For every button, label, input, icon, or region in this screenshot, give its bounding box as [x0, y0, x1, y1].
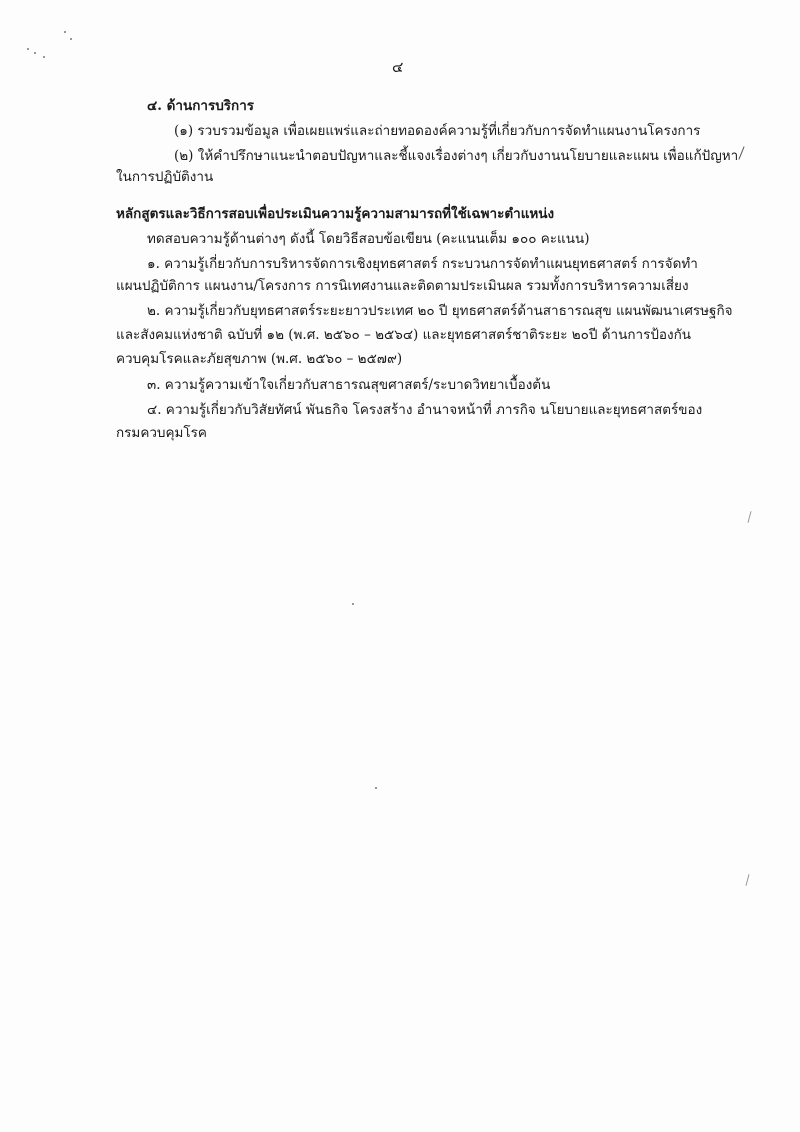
scan-speck: [27, 48, 29, 50]
exam-line-1-continuation: แผนปฏิบัติการ แผนงาน/โครงการ การนิเทศงานและติดตามประเมินผล รวมทั้งการบริหารความเสี่ยง: [116, 278, 689, 294]
section-heading-exam: หลักสูตรและวิธีการสอบเพื่อประเมินความรู้ความสามารถที่ใช้เฉพาะตำแหน่ง: [116, 206, 555, 222]
exam-line-1: ๑. ความรู้เกี่ยวกับการบริหารจัดการเชิงยุทธศาสตร์ กระบวนการจัดทำแผนยุทธศาสตร์ การจัดทำ: [147, 256, 698, 272]
page-number: ๔: [392, 58, 404, 76]
service-item-2-continuation: ในการปฏิบัติงาน: [116, 169, 214, 185]
pen-mark: [738, 146, 744, 159]
scan-speck: [64, 31, 66, 33]
scan-speck: [375, 787, 377, 789]
scan-speck: [34, 52, 36, 54]
pen-mark: [745, 874, 749, 886]
pen-mark: [747, 511, 751, 523]
section-heading-service: ๔. ด้านการบริการ: [147, 98, 255, 114]
service-item-2: (๒) ให้คำปรึกษาแนะนำตอบปัญหาและชี้แจงเรื่องต่างๆ เกี่ยวกับงานนโยบายและแผน เพื่อแก้ปัญหา: [174, 148, 739, 164]
service-item-1: (๑) รวบรวมข้อมูล เพื่อเผยแพร่และถ่ายทอดองค์ความรู้ที่เกี่ยวกับการจัดทำแผนงานโครงการ: [174, 123, 701, 139]
scan-speck: [70, 38, 72, 40]
exam-line-2: ๒. ความรู้เกี่ยวกับยุทธศาสตร์ระยะยาวประเทศ ๒๐ ปี ยุทธศาสตร์ด้านสาธารณสุข แผนพัฒนาเศรษฐกิจ: [147, 303, 733, 319]
exam-intro: ทดสอบความรู้ด้านต่างๆ ดังนี้ โดยวิธีสอบข้อเขียน (คะแนนเต็ม ๑๐๐ คะแนน): [147, 231, 590, 247]
exam-line-2-continuation: และสังคมแห่งชาติ ฉบับที่ ๑๒ (พ.ศ. ๒๕๖๐ – ๒๕๖๔) และยุทธศาสตร์ชาติระยะ ๒๐ปี ด้านการป้องกัน: [116, 327, 691, 343]
exam-line-2-continuation: ควบคุมโรคและภัยสุขภาพ (พ.ศ. ๒๕๖๐ – ๒๕๗๙): [116, 351, 403, 367]
scan-speck: [43, 56, 45, 58]
exam-line-3: ๓. ความรู้ความเข้าใจเกี่ยวกับสาธารณสุขศาสตร์/ระบาดวิทยาเบื้องต้น: [147, 377, 551, 393]
scan-speck: [352, 603, 354, 605]
exam-line-4-continuation: กรมควบคุมโรค: [116, 425, 207, 441]
exam-line-4: ๔. ความรู้เกี่ยวกับวิสัยทัศน์ พันธกิจ โครงสร้าง อำนาจหน้าที่ ภารกิจ นโยบายและยุทธศาสตร์ของ: [147, 402, 703, 418]
